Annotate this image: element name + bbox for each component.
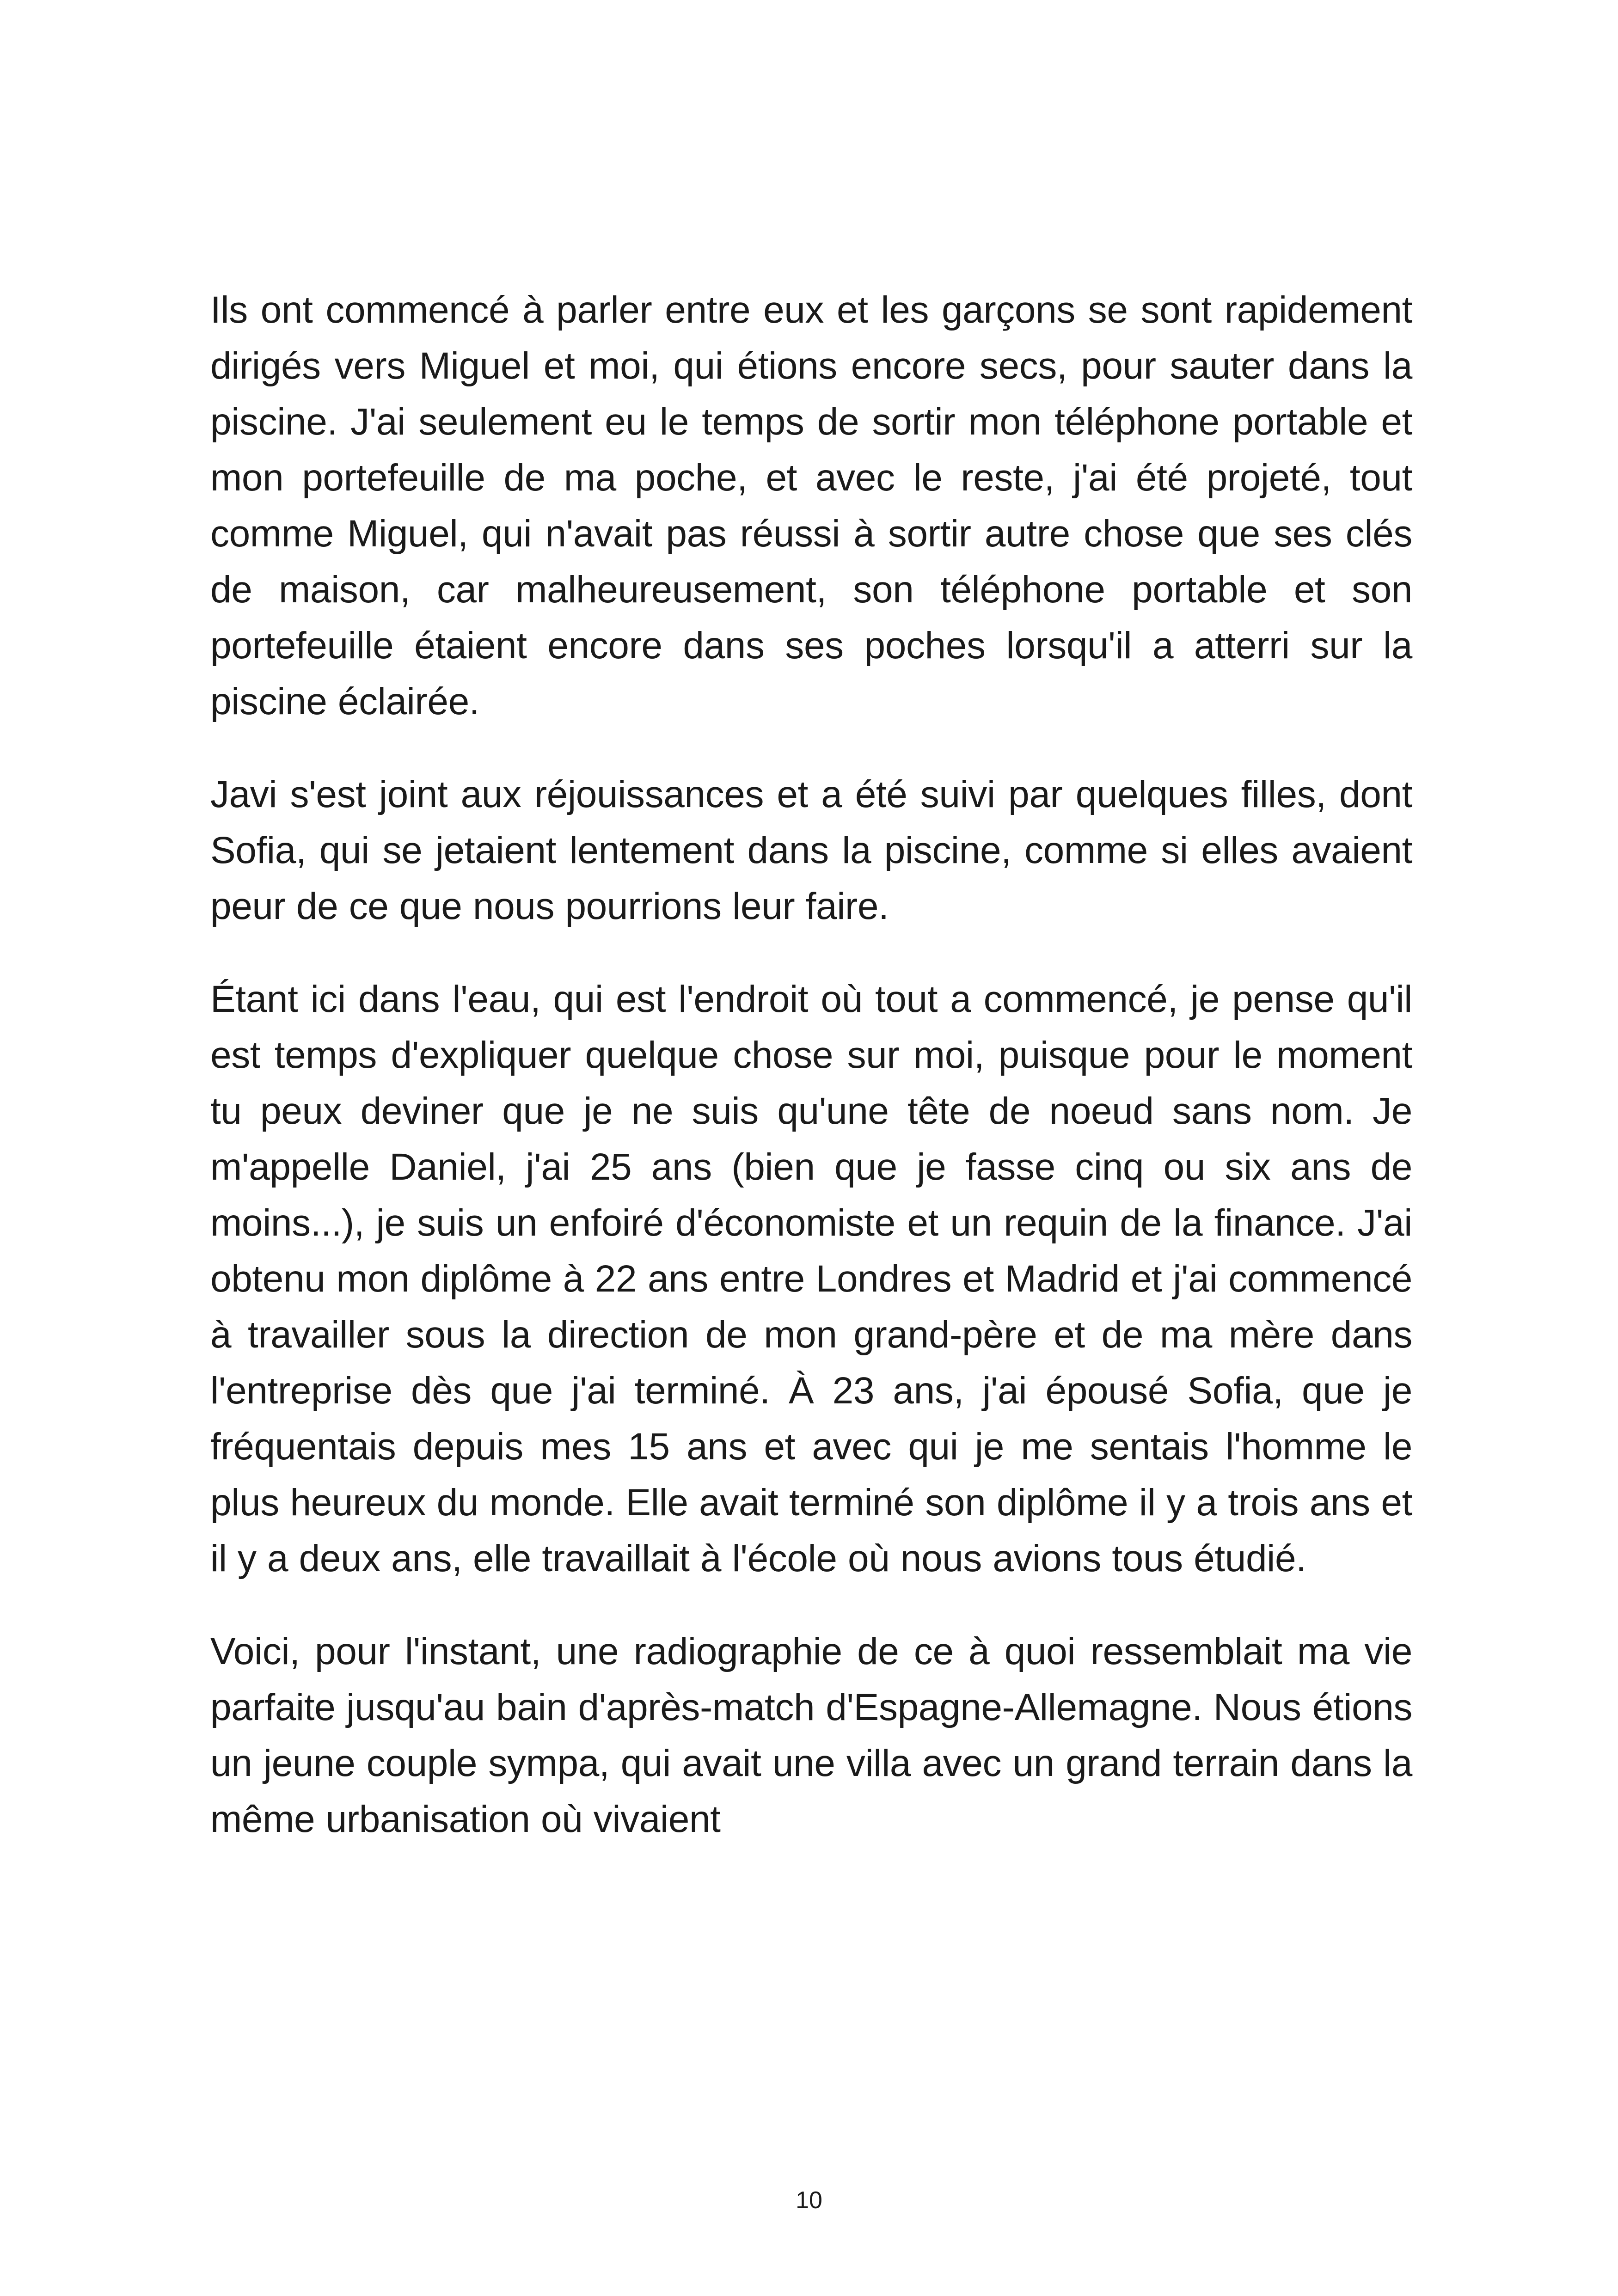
paragraph: Ils ont commencé à parler entre eux et les garçons se sont rapidement dirigés vers Miguel et moi, qui étions encore secs, pour sauter dans la piscine. J'ai seulement eu le temps de sortir mon téléphone portable et mon portefeuille de ma poche, et avec le reste, j'ai été projeté, tout comme Miguel, qui n'avait pas réussi à sortir autre chose que ses clés de maison, car malheureusement, son téléphone portable et son portefeuille étaient encore dans ses poches lorsqu'il a atterri sur la piscine éclairée.: [210, 289, 1412, 722]
paragraph: Javi s'est joint aux réjouissances et a été suivi par quelques filles, dont Sofia, qui se jetaient lentement dans la piscine, comme si elles avaient peur de ce que nous pourrions leur faire.: [210, 773, 1412, 927]
page-body: [210, 282, 1412, 1884]
paragraph: Étant ici dans l'eau, qui est l'endroit où tout a commencé, je pense qu'il est temps d'expliquer quelque chose sur moi, puisque pour le moment tu peux deviner que je ne suis qu'une tête de noeud sans nom. Je m'appelle Daniel, j'ai 25 ans (bien que je fasse cinq ou six ans de moins...), je suis un enfoiré d'économiste et un requin de la finance. J'ai obtenu mon diplôme à 22 ans entre Londres et Madrid et j'ai commencé à travailler sous la direction de mon grand-père et de ma mère dans l'entreprise dès que j'ai terminé. À 23 ans, j'ai épousé Sofia, que je fréquentais depuis mes 15 ans et avec qui je me sentais l'homme le plus heureux du monde. Elle avait terminé son diplôme il y a trois ans et il y a deux ans, elle travaillait à l'école où nous avions tous étudié.: [210, 978, 1412, 1580]
paragraph: Voici, pour l'instant, une radiographie de ce à quoi ressemblait ma vie parfaite jusqu'au bain d'après-match d'Espagne-Allemagne. Nous étions un jeune couple sympa, qui avait une villa avec un grand terrain dans la même urbanisation où vivaient: [210, 1630, 1412, 1840]
page-number: 10: [796, 2187, 822, 2214]
